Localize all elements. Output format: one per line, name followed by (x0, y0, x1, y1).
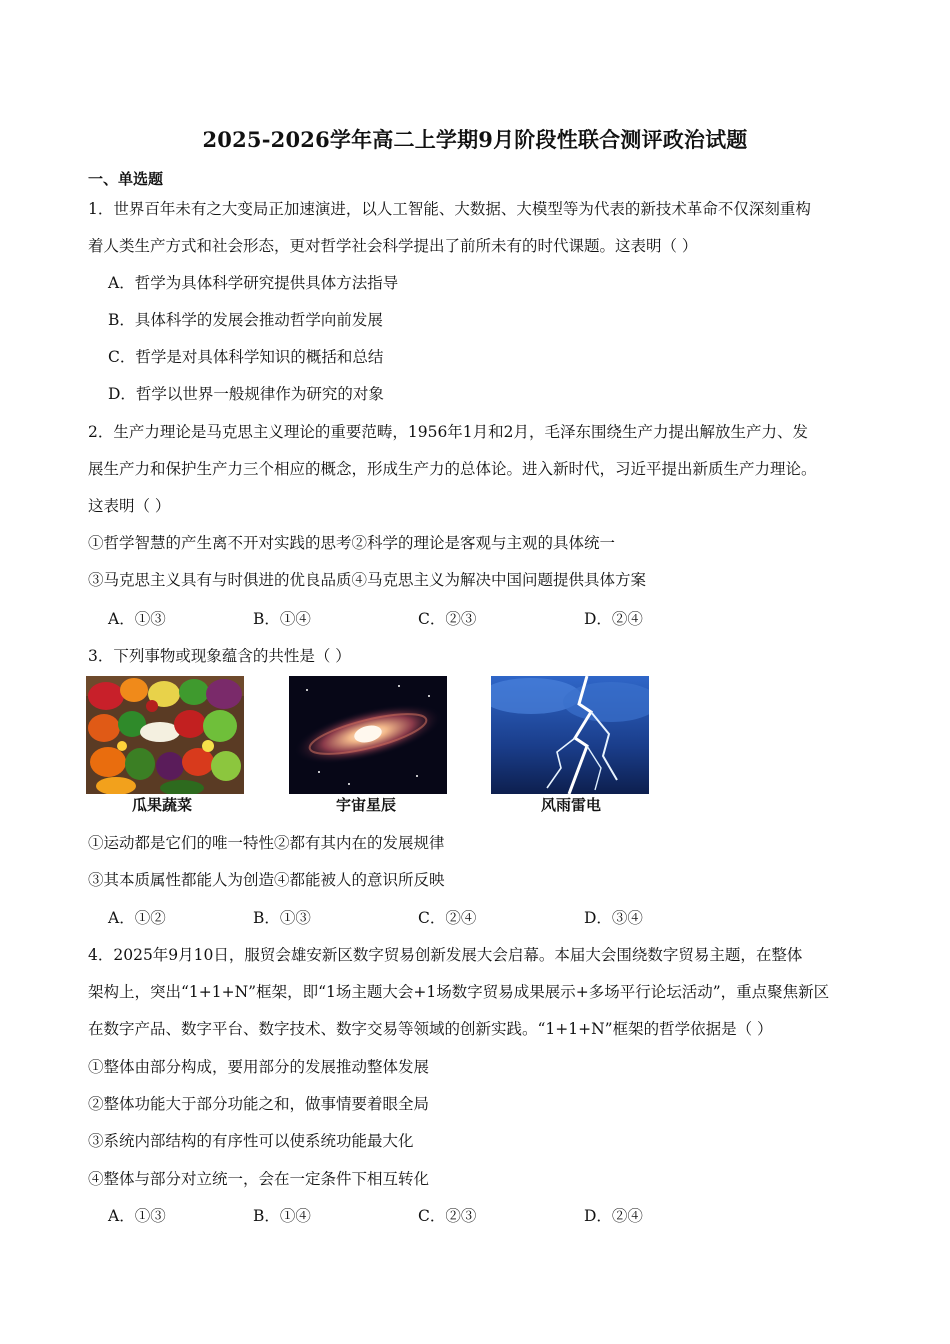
q4-choice-d: D．②④ (584, 1207, 643, 1225)
q1-stem-line1: 1．世界百年未有之大变局正加速演进，以人工智能、大数据、大模型等为代表的新技术革命不仅深刻重构 (88, 200, 811, 218)
q3-choice-d: D．③④ (584, 909, 643, 927)
q4-stem-line2: 架构上，突出“1+1+N”框架，即“1场主题大会+1场数字贸易成果展示+多场平行论坛活动”，重点聚焦新区 (88, 983, 830, 1001)
lightning-illustration (491, 676, 649, 794)
q2-stem-line3: 这表明（ ） (88, 497, 171, 515)
galaxy-image (289, 676, 447, 794)
q4-choice-c: C．②③ (418, 1207, 477, 1225)
caption-lightning: 风雨雷电 (541, 796, 602, 814)
q2-statement-1: ①哲学智慧的产生离不开对实践的思考②科学的理论是客观与主观的具体统一 (88, 534, 616, 552)
q3-stem: 3．下列事物或现象蕴含的共性是（ ） (88, 647, 351, 665)
caption-galaxy: 宇宙星辰 (336, 796, 397, 814)
q4-statement-4: ④整体与部分对立统一，会在一定条件下相互转化 (88, 1170, 430, 1188)
q4-statement-3: ③系统内部结构的有序性可以使系统功能最大化 (88, 1132, 414, 1150)
q2-stem-line2: 展生产力和保护生产力三个相应的概念，形成生产力的总体论。进入新时代，习近平提出新质生产力理论。 (88, 460, 817, 478)
q2-choice-a: A．①③ (108, 610, 166, 628)
q4-choice-a: A．①③ (108, 1207, 166, 1225)
q1-option-b: B．具体科学的发展会推动哲学向前发展 (108, 311, 383, 329)
section-heading: 一、单选题 (88, 170, 164, 188)
q2-stem-line1: 2．生产力理论是马克思主义理论的重要范畴，1956年1月和2月，毛泽东围绕生产力提出解放生产力、发 (88, 423, 809, 441)
q3-statement-2: ③其本质属性都能人为创造④都能被人的意识所反映 (88, 871, 445, 889)
q2-choice-d: D．②④ (584, 610, 643, 628)
q4-stem-line1: 4．2025年9月10日，服贸会雄安新区数字贸易创新发展大会启幕。本届大会围绕数字贸易主题，在整体 (88, 946, 803, 964)
q1-option-a: A．哲学为具体科学研究提供具体方法指导 (108, 274, 399, 292)
q3-statement-1: ①运动都是它们的唯一特性②都有其内在的发展规律 (88, 834, 445, 852)
lightning-image (491, 676, 649, 794)
q2-choice-b: B．①④ (253, 610, 311, 628)
q1-option-d: D．哲学以世界一般规律作为研究的对象 (108, 385, 384, 403)
q4-choice-b: B．①④ (253, 1207, 311, 1225)
q2-statement-2: ③马克思主义具有与时俱进的优良品质④马克思主义为解决中国问题提供具体方案 (88, 571, 647, 589)
vegetables-illustration (86, 676, 244, 794)
q1-stem-line2: 着人类生产方式和社会形态，更对哲学社会科学提出了前所未有的时代课题。这表明（ ） (88, 237, 698, 255)
q3-choice-c: C．②④ (418, 909, 477, 927)
q3-choice-a: A．①② (108, 909, 166, 927)
q4-stem-line3: 在数字产品、数字平台、数字技术、数字交易等领域的创新实践。“1+1+N”框架的哲学依据是（ ） (88, 1020, 773, 1038)
q4-statement-2: ②整体功能大于部分功能之和，做事情要着眼全局 (88, 1095, 430, 1113)
q4-statement-1: ①整体由部分构成，要用部分的发展推动整体发展 (88, 1058, 430, 1076)
q3-choice-b: B．①③ (253, 909, 311, 927)
q1-option-c: C．哲学是对具体科学知识的概括和总结 (108, 348, 384, 366)
exam-title: 2025-2026学年高二上学期9月阶段性联合测评政治试题 (202, 127, 748, 152)
q2-choice-c: C．②③ (418, 610, 477, 628)
vegetables-image (86, 676, 244, 794)
galaxy-illustration (289, 676, 447, 794)
caption-vegetables: 瓜果蔬菜 (132, 796, 193, 814)
